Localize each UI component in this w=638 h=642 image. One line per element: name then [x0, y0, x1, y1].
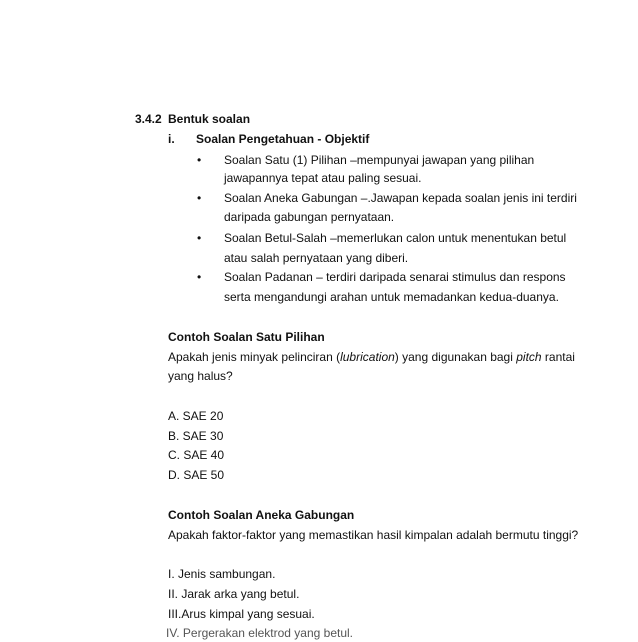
- statement-item: III.Arus kimpal yang sesuai.: [168, 607, 315, 621]
- example-heading: Contoh Soalan Aneka Gabungan: [168, 508, 355, 522]
- statement-item: II. Jarak arka yang betul.: [168, 587, 300, 601]
- answer-option: C. SAE 40: [168, 448, 225, 462]
- bullet-symbol: •: [197, 231, 202, 245]
- section-title: Bentuk soalan: [168, 112, 251, 126]
- bullet-symbol: •: [197, 153, 202, 167]
- bullet-text: Soalan Padanan – terdiri daripada senarai stimulus dan respons: [224, 270, 566, 284]
- bullet-text: Soalan Betul-Salah –memerlukan calon untuk menentukan betul: [224, 231, 567, 245]
- bullet-text: jawapannya tepat atau paling sesuai.: [224, 171, 422, 185]
- statement-item: I. Jenis sambungan.: [168, 567, 276, 581]
- subsection-title: Soalan Pengetahuan - Objektif: [196, 132, 370, 146]
- answer-option: D. SAE 50: [168, 468, 225, 482]
- answer-option: A. SAE 20: [168, 409, 224, 423]
- statement-item: IV. Pergerakan elektrod yang betul.: [166, 626, 354, 640]
- example-question: Apakah jenis minyak pelinciran (lubrication) yang digunakan bagi pitch rantai: [168, 350, 575, 364]
- cut-off-statement: [166, 624, 376, 640]
- example-question: Apakah faktor-faktor yang memastikan hasil kimpalan adalah bermutu tinggi?: [168, 528, 579, 542]
- example-heading: Contoh Soalan Satu Pilihan: [168, 330, 325, 344]
- bullet-text: Soalan Satu (1) Pilihan –mempunyai jawapan yang pilihan: [224, 153, 535, 167]
- example-question-line2: yang halus?: [168, 369, 233, 383]
- bullet-text: atau salah pernyataan yang diberi.: [224, 251, 409, 265]
- subsection-numeral: i.: [168, 132, 175, 146]
- section-number: 3.4.2: [135, 112, 162, 126]
- answer-option: B. SAE 30: [168, 429, 224, 443]
- bullet-text: daripada gabungan pernyataan.: [224, 210, 395, 224]
- bullet-symbol: •: [197, 270, 202, 284]
- bullet-text: serta mengandungi arahan untuk memadankan kedua-duanya.: [224, 290, 559, 304]
- bullet-text: Soalan Aneka Gabungan –.Jawapan kepada soalan jenis ini terdiri: [224, 191, 577, 205]
- bullet-symbol: •: [197, 191, 202, 205]
